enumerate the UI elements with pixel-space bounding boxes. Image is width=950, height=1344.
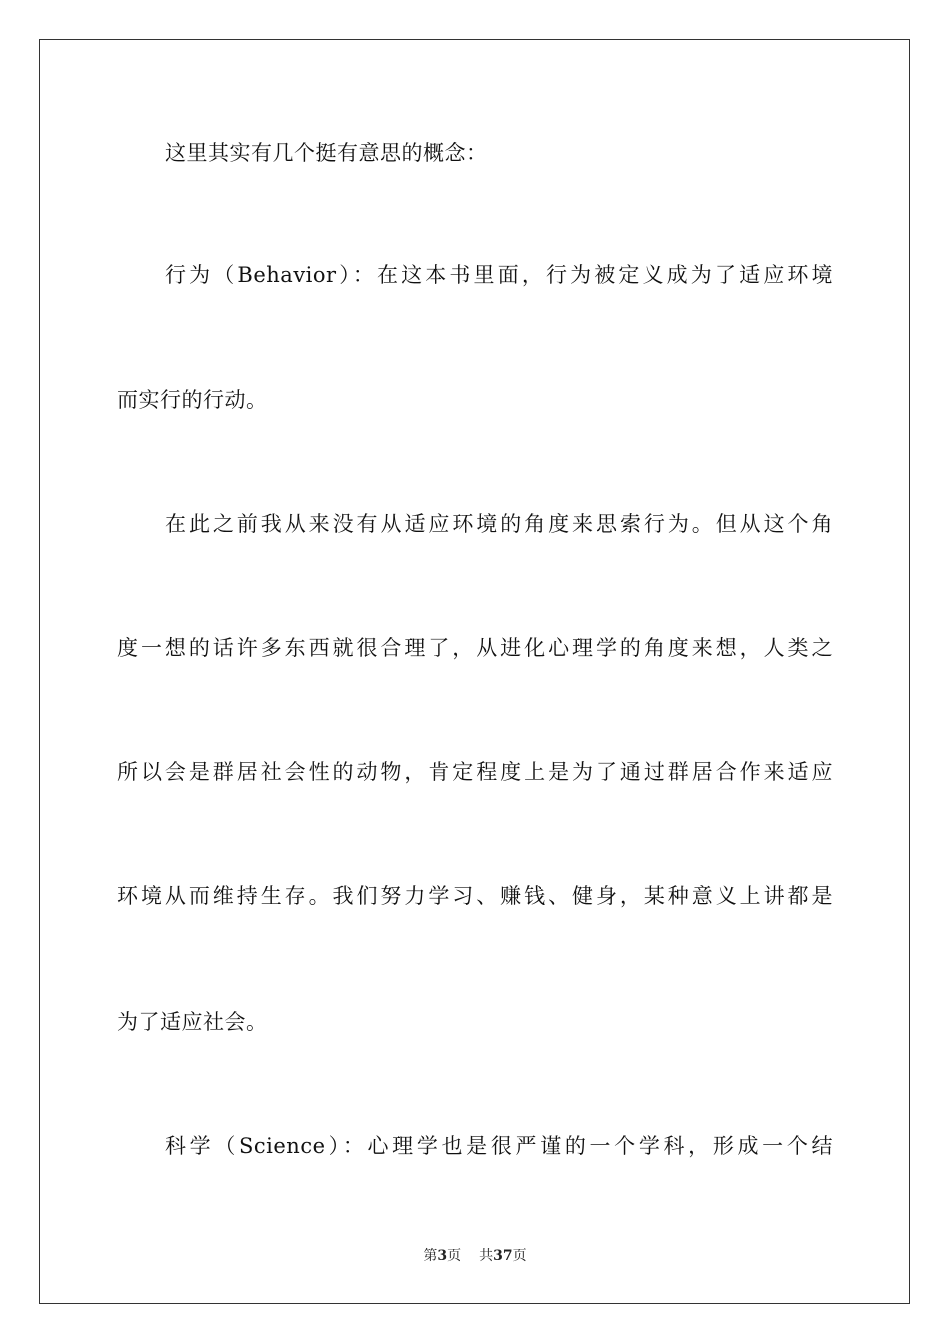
paragraph-line: 这里其实有几个挺有意思的概念： (165, 141, 488, 165)
paragraph-line: 为了适应社会。 (117, 1010, 268, 1034)
paragraph-line: 所以会是群居社会性的动物，肯定程度上是为了通过群居合作来适应 (117, 760, 833, 784)
page-prefix: 第 (423, 1248, 438, 1264)
paragraph-line: 环境从而维持生存。我们努力学习、赚钱、健身，某种意义上讲都是 (117, 884, 833, 908)
page-suffix: 页 (447, 1248, 462, 1264)
paragraph-line: 而实行的行动。 (117, 388, 268, 412)
total-pages: 37 (493, 1248, 513, 1264)
paragraph-line: 在此之前我从来没有从适应环境的角度来思索行为。但从这个角 (165, 512, 833, 536)
paragraph-line: 度一想的话许多东西就很合理了，从进化心理学的角度来想，人类之 (117, 636, 833, 660)
total-suffix: 页 (512, 1248, 527, 1264)
page-frame (39, 39, 910, 1304)
page-number: 3 (437, 1248, 448, 1264)
paragraph-line: 行为（Behavior）：在这本书里面，行为被定义成为了适应环境 (165, 263, 833, 287)
paragraph-line: 科学（Science）：心理学也是很严谨的一个学科，形成一个结 (165, 1134, 833, 1158)
page-footer (0, 1247, 950, 1265)
total-prefix: 共 (479, 1248, 494, 1264)
